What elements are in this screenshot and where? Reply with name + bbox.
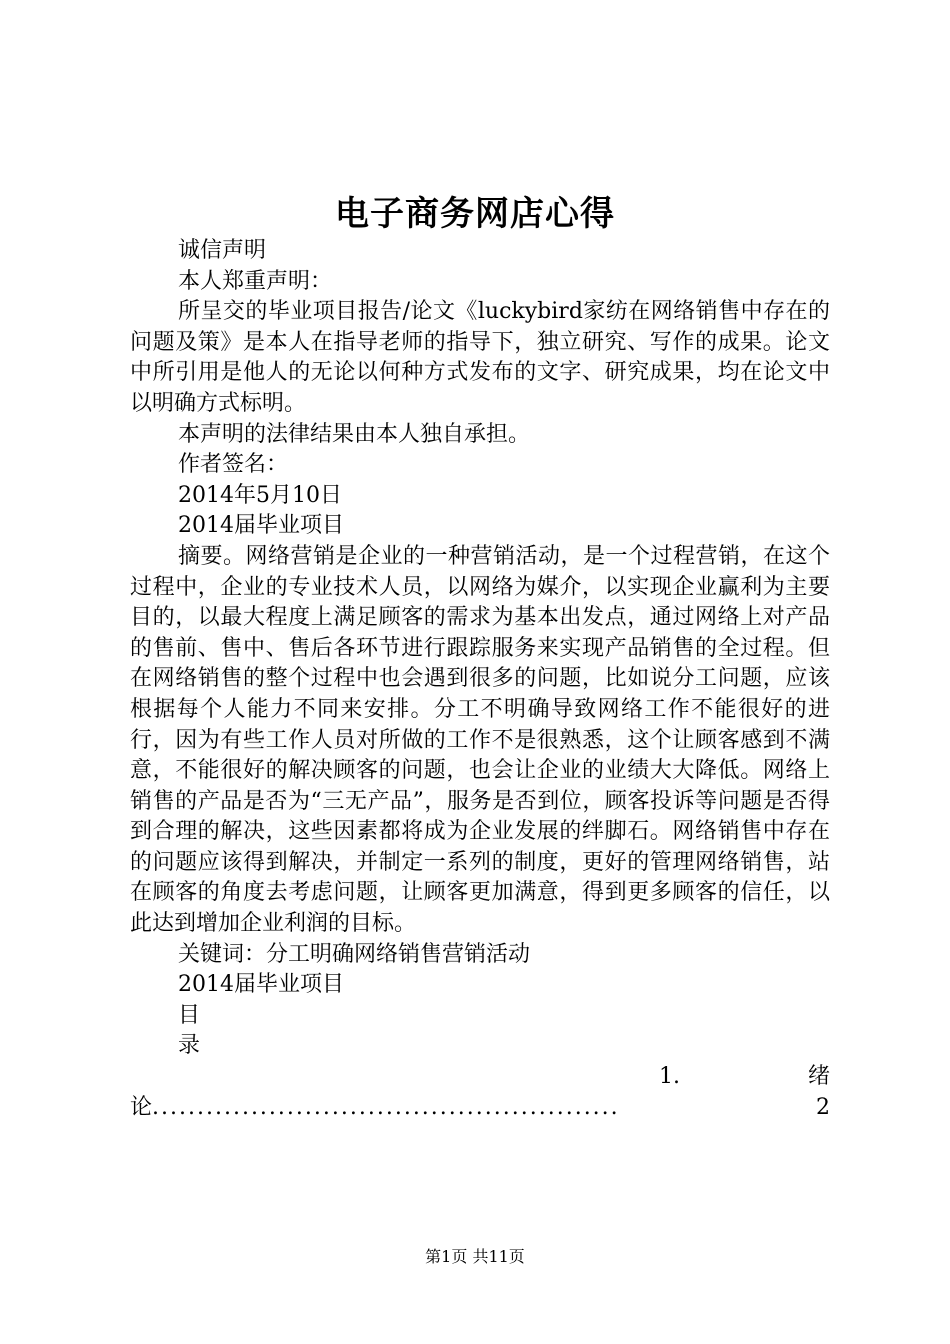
toc-leader-dots: ....................................................	[152, 1094, 620, 1120]
toc-entry-number: 1.	[658, 1064, 680, 1090]
toc-heading-part: 目	[178, 1002, 201, 1028]
toc-entry-page: 2	[816, 1094, 830, 1120]
paragraph: 作者签名：	[178, 452, 289, 478]
abstract-paragraph: 摘要。网络营销是企业的一种营销活动，是一个过程营销，在这个过程中，企业的专业技术人员，以网络为媒介，以实现企业赢利为主要目的，以最大程度上满足顾客的需求为基本出发点，通过网络上对产品的售前、售中、售后各环节进行跟踪服务来实现产品销售的全过程。但在网络销售的整个过程中也会遇到很多的问题，比如说分工问题，应该根据每个人能力不同来安排。分工不明确导致网络工作不能很好的进行，因为有些工作人员对所做的工作不是很熟悉，这个让顾客感到不满意，不能很好的解决顾客的问题，也会让企业的业绩大大降低。网络上销售的产品是否为“三无产品”，服务是否到位，顾客投诉等问题是否得到合理的解决，这些因素都将成为企业发展的绊脚石。网络销售中存在的问题应该得到解决，并制定一系列的制度，更好的管理网络销售，站在顾客的角度去考虑问题，让顾客更加满意，得到更多顾客的信任，以此达到增加企业利润的目标。	[130, 543, 830, 937]
paragraph: 诚信声明	[178, 238, 267, 263]
keywords: 关键词：分工明确网络销售营销活动	[178, 941, 531, 967]
paragraph: 2014年5月10日	[178, 482, 342, 508]
document-title: 电子商务网店心得	[335, 194, 615, 234]
paragraph: 2014届毕业项目	[178, 972, 344, 998]
paragraph: 2014届毕业项目	[178, 513, 344, 539]
toc-entry-char: 绪	[807, 1064, 830, 1090]
toc-entry-header	[130, 1062, 830, 1093]
paragraph: 本人郑重声明：	[178, 268, 333, 294]
toc-entry[interactable]	[130, 1093, 830, 1124]
paragraph: 本声明的法律结果由本人独自承担。	[178, 421, 531, 447]
toc-entry-char: 论	[130, 1094, 153, 1120]
document-body	[130, 236, 830, 1123]
paragraph: 所呈交的毕业项目报告/论文《luckybird家纺在网络销售中存在的问题及策》是本人在指导老师的指导下，独立研究、写作的成果。论文中所引用是他人的无论以何种方式发布的文字、研究成果，均在论文中以明确方式标明。	[130, 299, 830, 416]
toc-heading-part: 录	[178, 1033, 201, 1059]
page-footer: 第1页 共11页	[425, 1247, 525, 1266]
